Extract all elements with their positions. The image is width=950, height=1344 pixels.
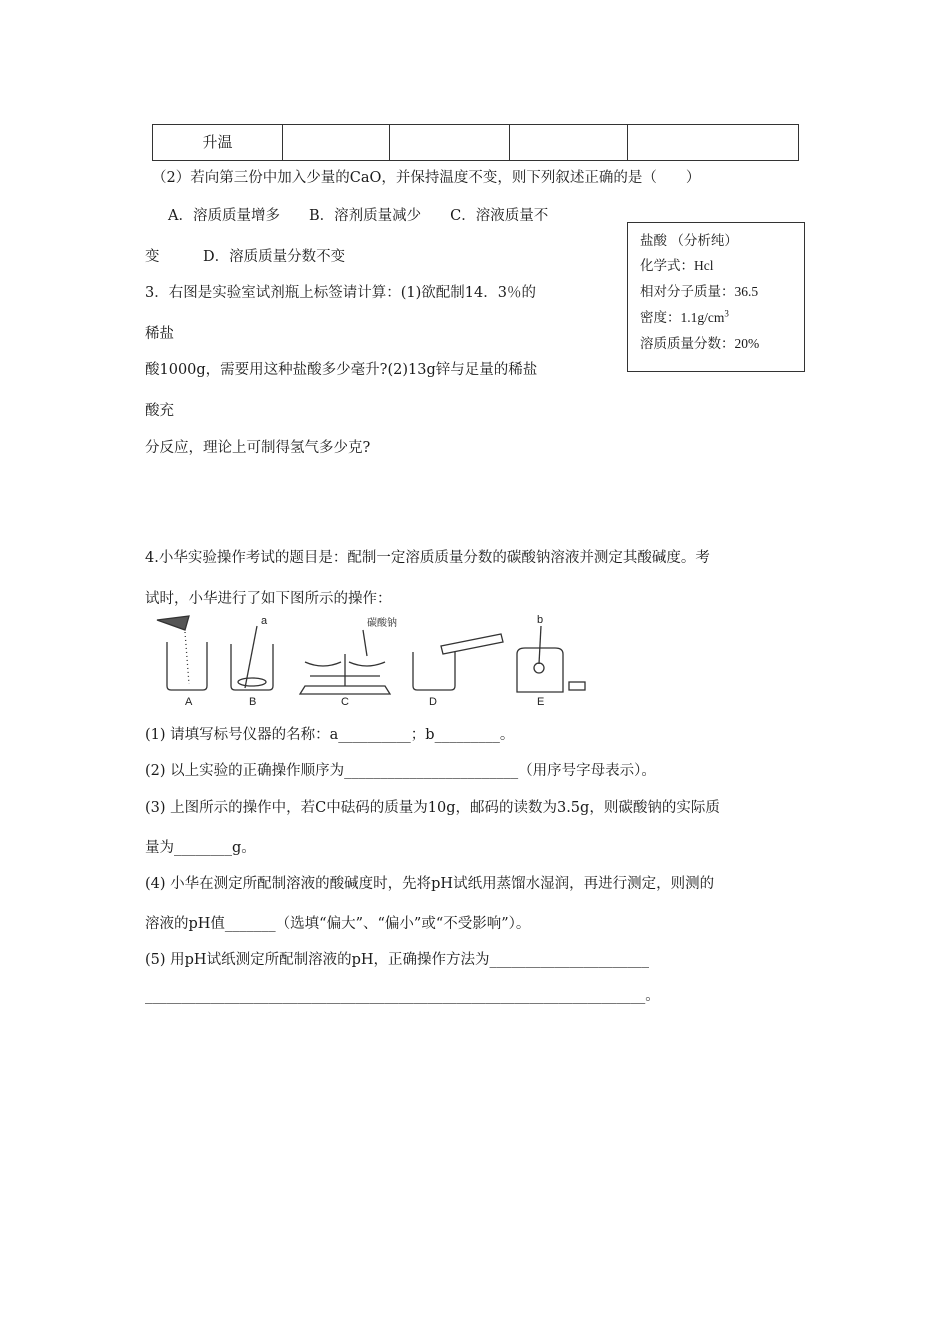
beaker-a xyxy=(167,642,207,690)
reagent-label xyxy=(627,222,805,372)
reagent-density-text: 密度：1.1g/cm xyxy=(640,310,725,325)
table-cell xyxy=(390,125,510,161)
q4-sub3-line1: (3) 上图所示的操作中，若C中砝码的质量为10g，邮码的读数为3.5g，则碳酸钠的实际质 xyxy=(145,800,720,816)
beaker-d xyxy=(413,652,455,690)
reagent-molar-mass: 相对分子质量：36.5 xyxy=(640,284,759,299)
q4-sub4-line2: 溶液的pH值_______（选填“偏大”、“偏小”或“不受影响”）。 xyxy=(145,916,531,932)
table-cell-label: 升温 xyxy=(153,125,283,161)
q3-line1: 3．右图是实验室试剂瓶上标签请计算：(1)欲配制14．3％的 xyxy=(145,285,536,301)
powder-stream xyxy=(185,632,189,684)
pouring-paper xyxy=(157,616,189,630)
graduated-cylinder xyxy=(441,634,503,654)
q4-line2: 试时，小华进行了如下图所示的操作： xyxy=(145,591,392,607)
q4-line1: 4.小华实验操作考试的题目是：配制一定溶质质量分数的碳酸钠溶液并测定其酸碱度。考 xyxy=(145,550,710,566)
ph-paper xyxy=(569,682,585,690)
condition-table xyxy=(152,124,799,161)
dropper xyxy=(539,626,541,664)
caption-b: B xyxy=(249,696,257,707)
q3-line5: 分反应，理论上可制得氢气多少克? xyxy=(145,440,371,456)
balance-base xyxy=(300,686,390,694)
reagent-density xyxy=(640,306,729,326)
label-pointer xyxy=(363,630,367,656)
balance-pan-right xyxy=(349,662,385,666)
caption-a: A xyxy=(185,696,193,707)
experiment-figure xyxy=(145,612,593,707)
caption-d: D xyxy=(429,696,437,707)
q3-line2: 稀盐 xyxy=(145,326,174,342)
caption-e: E xyxy=(537,696,545,707)
q2-options-line2: 变 D．溶质质量分数不变 xyxy=(145,249,346,265)
caption-c: C xyxy=(341,696,349,707)
table-cell xyxy=(510,125,628,161)
table-cell xyxy=(628,125,799,161)
reagent-name: 盐酸 （分析纯） xyxy=(640,233,738,248)
q4-sub3-line2: 量为________g。 xyxy=(145,840,256,856)
balance-pan-left xyxy=(305,662,341,666)
q4-sub5-line1: (5) 用pH试纸测定所配制溶液的pH，正确操作方法为______________________ xyxy=(145,952,650,968)
experiment-illustration xyxy=(145,612,593,707)
reagent-density-exponent: 3 xyxy=(724,308,729,319)
reagent-mass-fraction: 溶质质量分数：20% xyxy=(640,336,760,351)
q4-sub4-line1: (4) 小华在测定所配制溶液的酸碱度时，先将pH试纸用蒸馏水湿润，再进行测定，则测的 xyxy=(145,876,715,892)
label-a: a xyxy=(261,615,268,627)
solution-b xyxy=(238,678,266,686)
table-row xyxy=(153,125,799,161)
chem-label: 碳酸钠 xyxy=(367,618,397,629)
q4-sub5-line2: _____________________________________________________________________。 xyxy=(145,988,660,1004)
q3-line3: 酸1000g，需要用这种盐酸多少毫升?(2)13g锌与足量的稀盐 xyxy=(145,362,538,378)
q2-options-line1: A．溶质质量增多 B．溶剂质量减少 C．溶液质量不 xyxy=(168,208,549,224)
table-cell xyxy=(283,125,390,161)
dropper-bulb xyxy=(534,663,544,673)
q4-sub1: (1) 请填写标号仪器的名称：a__________；b_________。 xyxy=(145,727,515,743)
reagent-formula: 化学式：Hcl xyxy=(640,258,714,273)
q4-sub2: (2) 以上实验的正确操作顺序为________________________（用序号字母表示）。 xyxy=(145,763,656,779)
q2-stem: （2）若向第三份中加入少量的CaO，并保持温度不变，则下列叙述正确的是（ ） xyxy=(152,170,701,186)
q3-line4: 酸充 xyxy=(145,403,174,419)
label-b: b xyxy=(537,614,544,626)
